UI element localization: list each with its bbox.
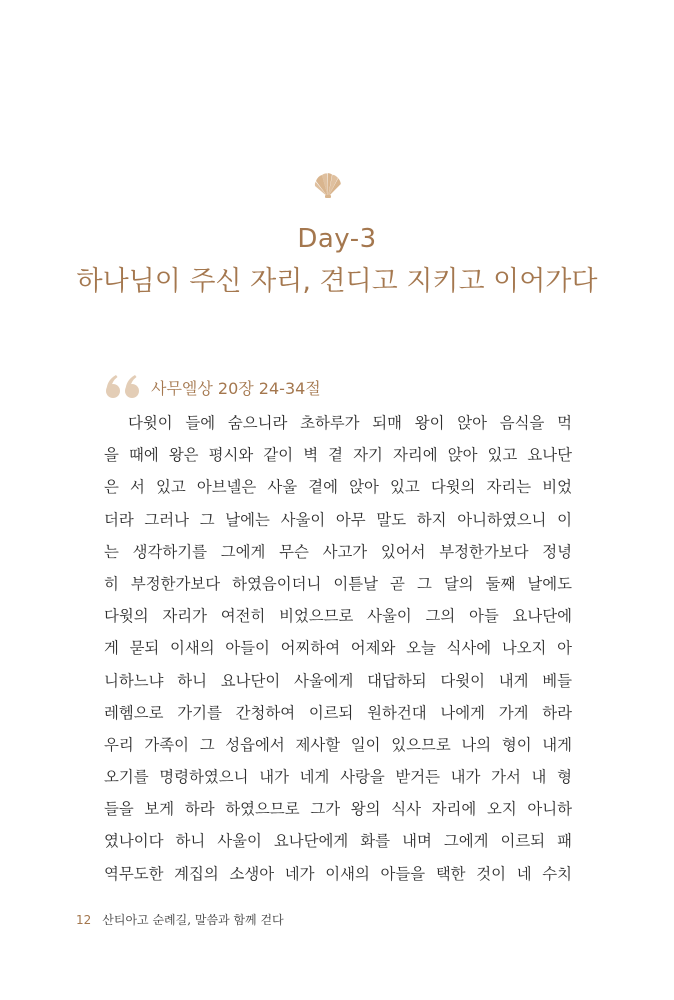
passage-line: 니하느냐 하니 요나단이 사울에게 대답하되 다윗이 내게 베들 [104,671,572,690]
passage-line: 역무도한 계집의 소생아 네가 이새의 아들을 택한 것이 네 수치 [104,864,572,883]
scallop-shell-icon [313,172,343,198]
passage-line: 히 부정한가보다 하였음이더니 이튿날 곧 그 달의 둘째 날에도 [104,574,572,593]
passage-line: 다윗의 자리가 여전히 비었으므로 사울이 그의 아들 요나단에 [104,607,572,626]
passage-line: 우리 가족이 그 성읍에서 제사할 일이 있으므로 나의 형이 내게 [104,735,572,754]
passage-reference: 사무엘상 20장 24-34절 [151,378,321,398]
passage-header [105,372,321,402]
passage-line: 게 묻되 이새의 아들이 어찌하여 어제와 오늘 식사에 나오지 아 [104,639,572,658]
passage-line: 는 생각하기를 그에게 무슨 사고가 있어서 부정한가보다 정녕 [104,542,572,561]
passage-line: 들을 보게 하라 하였으므로 그가 왕의 식사 자리에 오지 아니하 [104,800,572,819]
passage-line: 오기를 명령하였으니 내가 네게 사랑을 받거든 내가 가서 내 형 [104,768,572,787]
passage-line: 더라 그러나 그 날에는 사울이 아무 말도 하지 아니하였으니 이 [104,510,572,529]
passage-text [104,407,572,890]
passage-line: 였나이다 하니 사울이 요나단에게 화를 내며 그에게 이르되 패 [104,832,572,851]
passage-line: 은 서 있고 아브넬은 사울 곁에 앉아 있고 다윗의 자리는 비었 [104,478,572,497]
day-label: Day-3 [297,224,377,254]
passage-line: 을 때에 왕은 평시와 같이 벽 곁 자기 자리에 앉아 있고 요나단 [104,446,572,465]
page-footer [76,911,284,928]
book-title: 산티아고 순례길, 말씀과 함께 걷다 [102,913,284,927]
chapter-subtitle: 하나님이 주신 자리, 견디고 지키고 이어가다 [76,266,598,297]
passage-line: 다윗이 들에 숨으니라 초하루가 되매 왕이 앉아 음식을 먹 [128,414,572,432]
chapter-title-block [0,222,674,302]
passage-line: 레헴으로 가기를 간청하여 이르되 원하건대 나에게 가게 하라 [104,703,572,722]
page-number: 12 [76,912,92,927]
quote-icon [105,374,143,400]
